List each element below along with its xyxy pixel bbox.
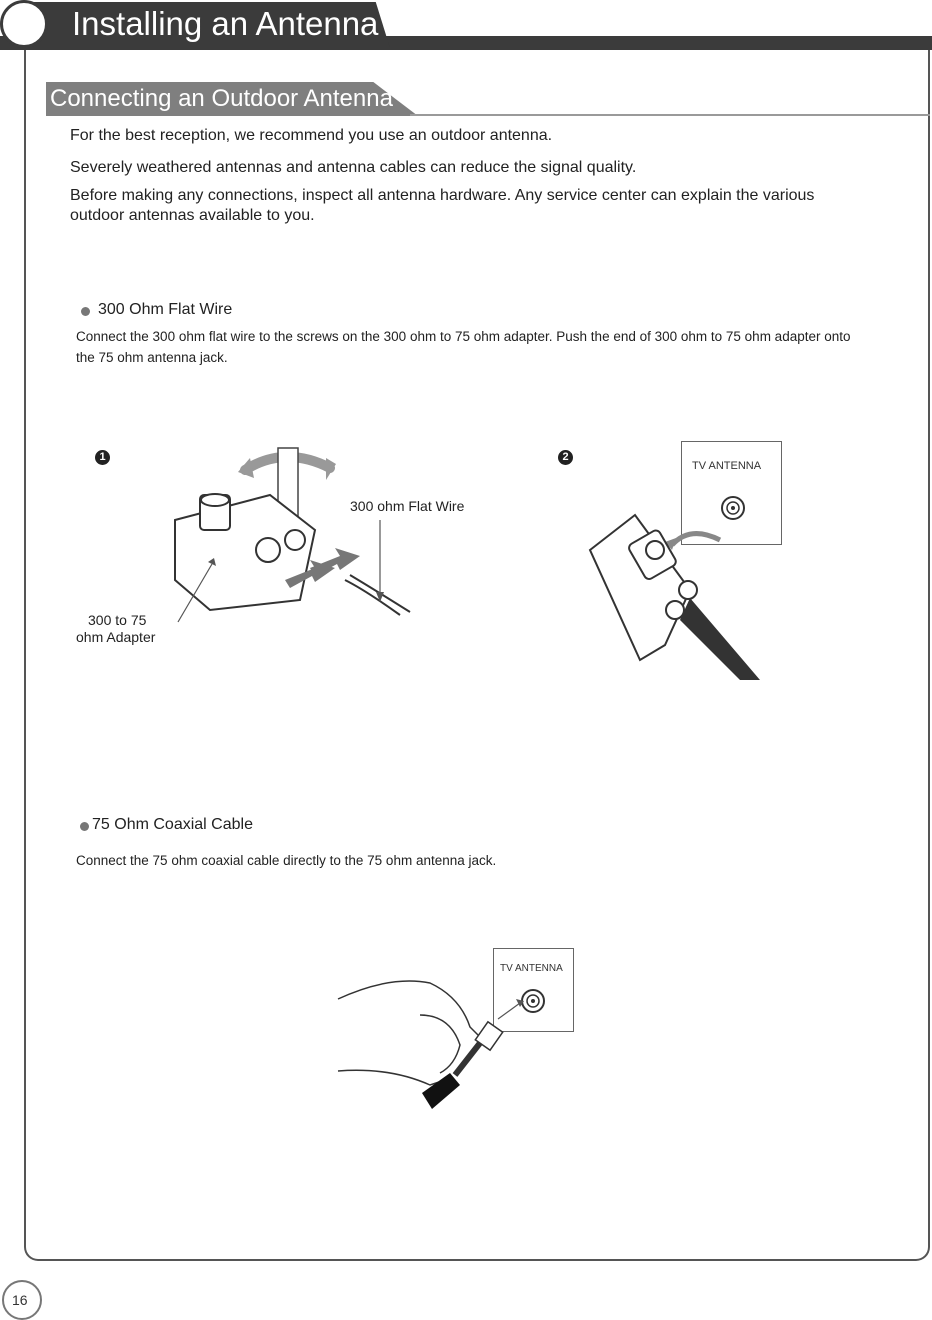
flat-wire-body: Connect the 300 ohm flat wire to the screws on the 300 ohm to 75 ohm adapter. Push the end of 300 ohm to 75 ohm adapter onto the 75 ohm antenna jack.: [76, 329, 851, 365]
section-divider: [410, 114, 930, 116]
adapter-illustration: [150, 440, 420, 640]
bullet-dot-icon: [80, 822, 89, 831]
step-1-icon: 1: [95, 450, 110, 465]
flat-wire-heading: 300 Ohm Flat Wire: [98, 301, 233, 318]
coaxial-body: Connect the 75 ohm coaxial cable directly to the 75 ohm antenna jack.: [76, 853, 497, 868]
intro-line-2: Severely weathered antennas and antenna cables can reduce the signal quality.: [70, 159, 637, 176]
adapter-plug-illustration: [580, 480, 780, 685]
intro-line-1: For the best reception, we recommend you use an outdoor antenna.: [70, 127, 553, 144]
page-title: Installing an Antenna: [72, 5, 379, 42]
hand-with-cable-icon: [330, 975, 530, 1115]
section-title: Connecting an Outdoor Antenna: [50, 85, 393, 112]
header-circle-icon: [0, 0, 48, 48]
page-number: 16: [12, 1292, 28, 1308]
tv-antenna-label-coax: TV ANTENNA: [500, 963, 563, 974]
intro-line-3: Before making any connections, inspect all antenna hardware. Any service center can explain the various outdoor antennas available to you.: [70, 187, 815, 224]
coaxial-heading: 75 Ohm Coaxial Cable: [92, 816, 253, 833]
bullet-dot-icon: [81, 307, 90, 316]
label-flat-wire: 300 ohm Flat Wire: [350, 498, 465, 514]
label-adapter-1: 300 to 75: [88, 612, 147, 628]
label-adapter-2: ohm Adapter: [76, 629, 156, 645]
tv-antenna-label: TV ANTENNA: [692, 460, 762, 472]
step-2-icon: 2: [558, 450, 573, 465]
